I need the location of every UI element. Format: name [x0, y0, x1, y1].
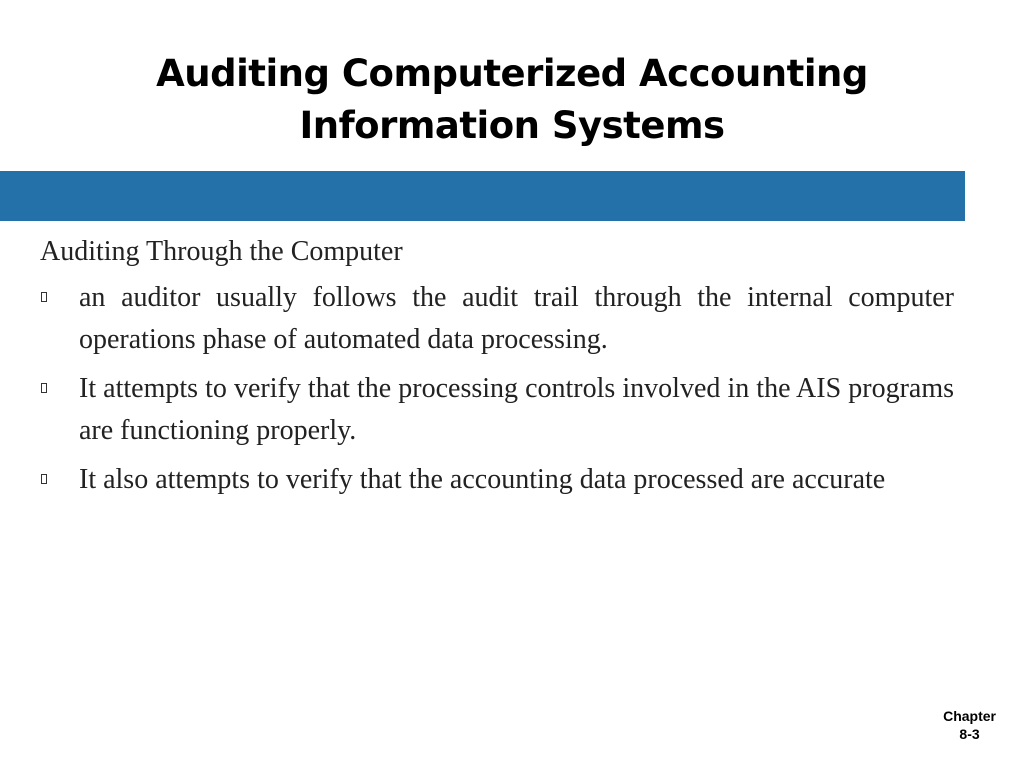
bullet-marker-icon [41, 292, 47, 302]
slide-title [0, 48, 1024, 152]
bullet-list [40, 277, 954, 501]
bullet-marker-icon [41, 383, 47, 393]
slide-title-line-1: Auditing Computerized Accounting [156, 52, 868, 95]
accent-band [0, 171, 965, 221]
bullet-item [40, 459, 954, 501]
bullet-text: It attempts to verify that the processing controls involved in the AIS programs are functioning properly. [79, 373, 954, 446]
bullet-text: an auditor usually follows the audit trail through the internal computer operations phase of automated data processing. [79, 282, 954, 355]
section-heading: Auditing Through the Computer [40, 236, 403, 267]
footer-chapter-label: Chapter [943, 708, 996, 724]
slide-title-line-2: Information Systems [299, 104, 725, 147]
slide-body [40, 232, 954, 508]
bullet-text: It also attempts to verify that the accounting data processed are accurate [79, 464, 886, 495]
bullet-item [40, 277, 954, 361]
bullet-item [40, 368, 954, 452]
slide-footer [943, 707, 996, 743]
footer-slide-number: 8-3 [959, 726, 980, 742]
bullet-marker-icon [41, 474, 47, 484]
